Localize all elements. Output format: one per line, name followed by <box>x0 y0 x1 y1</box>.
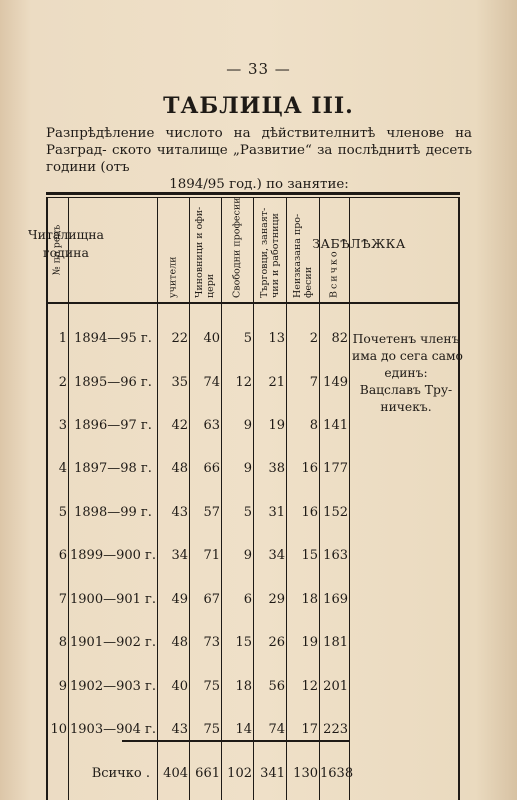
table-row <box>46 635 460 657</box>
table-row <box>46 548 460 570</box>
row-year: 1894—95 г. <box>74 331 152 346</box>
column-divider <box>458 198 460 800</box>
cell-free-professions: 18 <box>235 679 252 694</box>
row-year: 1895—96 г. <box>74 375 152 390</box>
cell-teachers: 49 <box>171 592 188 607</box>
cell-officials: 75 <box>203 679 220 694</box>
header-unknown-text: Неизказана про- фесии <box>291 213 314 298</box>
cell-traders: 21 <box>268 375 285 390</box>
header-note: ЗАБѢЛѢЖКА <box>312 236 406 251</box>
cell-traders: 19 <box>268 418 285 433</box>
note-line: ничекъ. <box>380 400 432 414</box>
header-free-professions: Свободни професии <box>231 197 243 298</box>
cell-unknown: 19 <box>301 635 318 650</box>
totals-label: Всичко . <box>91 766 150 781</box>
header-officials <box>189 198 221 302</box>
cell-unknown: 8 <box>309 418 318 433</box>
cell-teachers: 40 <box>171 679 188 694</box>
row-year: 1902—903 г. <box>70 679 156 694</box>
cell-unknown: 2 <box>309 331 318 346</box>
cell-officials: 73 <box>203 635 220 650</box>
table-row <box>46 418 460 440</box>
cell-traders: 34 <box>268 548 285 563</box>
cell-total: 82 <box>331 331 348 346</box>
cell-teachers: 42 <box>171 418 188 433</box>
cell-officials: 63 <box>203 418 220 433</box>
row-number: 9 <box>58 679 67 694</box>
row-year: 1897—98 г. <box>74 461 152 476</box>
table-title: ТАБЛИЦА III. <box>163 93 354 119</box>
row-year: 1901—902 г. <box>70 635 156 650</box>
column-divider <box>349 198 350 800</box>
cell-free-professions: 6 <box>243 592 252 607</box>
cell-total: 223 <box>323 722 348 737</box>
header-officials-text: Чиновници и офи- цери <box>194 206 216 298</box>
header-year <box>22 226 110 262</box>
cell-officials: 71 <box>203 548 220 563</box>
header-teachers: учители <box>167 256 179 298</box>
cell-traders: 13 <box>268 331 285 346</box>
cell-traders: 74 <box>268 722 285 737</box>
cell-free-professions: 5 <box>243 505 252 520</box>
row-year: 1900—901 г. <box>70 592 156 607</box>
header-traders <box>253 198 286 302</box>
row-number: 1 <box>58 331 67 346</box>
cell-total: 163 <box>323 548 348 563</box>
cell-unknown: 7 <box>309 375 318 390</box>
table-row <box>46 592 460 614</box>
cell-free-professions: 5 <box>243 331 252 346</box>
cell-traders: 29 <box>268 592 285 607</box>
row-number: 8 <box>58 635 67 650</box>
table-frame <box>46 192 463 800</box>
caption-line-1: Разпрѣдѣление числото на дѣйствителнитѣ членове на Разград- <box>46 126 472 158</box>
total-all: 1638 <box>320 766 354 781</box>
header-year-line-1: Читалищна <box>27 227 105 242</box>
row-number: 4 <box>58 461 67 476</box>
caption-line-2: ското читалище „Развитие“ за послѣднитѣ десеть години (отъ <box>46 143 472 175</box>
total-traders: 341 <box>260 766 285 781</box>
cell-total: 152 <box>323 505 348 520</box>
cell-unknown: 16 <box>301 505 318 520</box>
cell-traders: 56 <box>268 679 285 694</box>
row-year: 1896—97 г. <box>74 418 152 433</box>
row-number: 7 <box>58 592 67 607</box>
cell-total: 169 <box>323 592 348 607</box>
cell-teachers: 48 <box>171 635 188 650</box>
cell-teachers: 35 <box>171 375 188 390</box>
cell-free-professions: 14 <box>235 722 252 737</box>
header-total: Всичко <box>328 249 340 298</box>
cell-free-professions: 9 <box>243 418 252 433</box>
row-number: 3 <box>58 418 67 433</box>
totals-rule <box>122 740 350 742</box>
cell-total: 141 <box>323 418 348 433</box>
top-rule-thick <box>46 192 460 195</box>
row-number: 6 <box>58 548 67 563</box>
cell-unknown: 18 <box>301 592 318 607</box>
page-number: — 33 — <box>226 60 291 78</box>
cell-officials: 67 <box>203 592 220 607</box>
cell-officials: 74 <box>203 375 220 390</box>
note-line: Вацславъ Тру- <box>359 383 453 397</box>
total-teachers: 404 <box>163 766 188 781</box>
cell-total: 201 <box>323 679 348 694</box>
cell-officials: 75 <box>203 722 220 737</box>
table-row <box>46 461 460 483</box>
row-number: 5 <box>58 505 67 520</box>
row-number: 10 <box>50 722 67 737</box>
header-traders-text: Търговци, занаят- чии и работници <box>258 207 281 298</box>
cell-free-professions: 15 <box>235 635 252 650</box>
cell-total: 181 <box>323 635 348 650</box>
column-divider <box>68 198 69 800</box>
total-officials: 661 <box>195 766 220 781</box>
total-free-professions: 102 <box>227 766 252 781</box>
cell-unknown: 15 <box>301 548 318 563</box>
cell-free-professions: 9 <box>243 461 252 476</box>
cell-unknown: 12 <box>301 679 318 694</box>
cell-total: 177 <box>323 461 348 476</box>
note-line: Почетенъ членъ <box>352 332 460 346</box>
cell-traders: 26 <box>268 635 285 650</box>
cell-free-professions: 12 <box>235 375 252 390</box>
cell-teachers: 22 <box>171 331 188 346</box>
cell-free-professions: 9 <box>243 548 252 563</box>
caption-line-3: 1894/95 год.) по занятие: <box>169 177 349 192</box>
cell-officials: 66 <box>203 461 220 476</box>
cell-teachers: 43 <box>171 505 188 520</box>
row-year: 1903—904 г. <box>70 722 156 737</box>
cell-unknown: 17 <box>301 722 318 737</box>
table-row <box>46 505 460 527</box>
header-no: № по редъ <box>51 224 63 276</box>
cell-total: 149 <box>323 375 348 390</box>
note-line: единъ: <box>384 366 428 380</box>
total-unknown: 130 <box>293 766 318 781</box>
cell-officials: 57 <box>203 505 220 520</box>
row-number: 2 <box>58 375 67 390</box>
cell-officials: 40 <box>203 331 220 346</box>
note-text <box>352 331 463 416</box>
cell-teachers: 43 <box>171 722 188 737</box>
row-year: 1899—900 г. <box>70 548 156 563</box>
table-caption <box>46 125 472 193</box>
note-line: има до сега само <box>352 349 463 363</box>
cell-traders: 38 <box>268 461 285 476</box>
cell-teachers: 48 <box>171 461 188 476</box>
row-year: 1898—99 г. <box>74 505 152 520</box>
cell-unknown: 16 <box>301 461 318 476</box>
totals-row <box>46 766 460 788</box>
header-year-line-2: година <box>43 245 89 260</box>
table-row <box>46 679 460 701</box>
cell-traders: 31 <box>268 505 285 520</box>
cell-teachers: 34 <box>171 548 188 563</box>
